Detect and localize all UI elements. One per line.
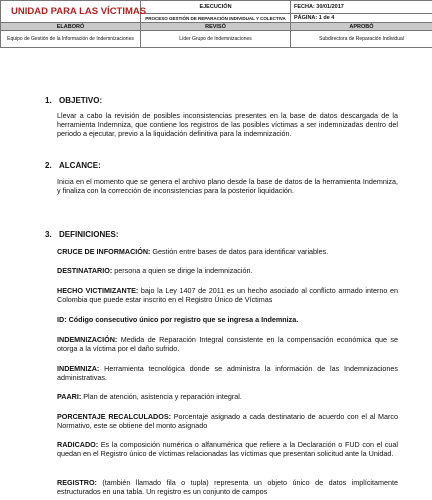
logo-cell <box>1 1 147 23</box>
elaboro-label: ELABORÓ <box>1 23 141 31</box>
definition-item: CRUCE DE INFORMACIÓN: Gestión entre bases de datos para identificar variables. <box>57 247 329 256</box>
elaboro-value: Equipo de Gestión de la Información de Indemnizaciones <box>1 31 141 48</box>
definition-item: REGISTRO: (también llamado fila o tupla) representa un objeto único de datos implícitamente estructurados en una tabla. Un registro es un conjunto de campos <box>57 478 398 497</box>
definition-item: ID: Código consecutivo único por registro que se ingresa a Indemniza. <box>57 315 299 324</box>
page-field: PÁGINA: 1 de 4 <box>291 14 432 23</box>
document-header <box>0 0 432 48</box>
section-definiciones-heading: 3. DEFINICIONES: <box>45 230 119 239</box>
date-field: FECHA: 30/01/2017 <box>291 1 432 14</box>
doc-title: EJECUCIÓN <box>141 1 291 14</box>
reviso-label: REVISÓ <box>141 23 291 31</box>
definition-item: RADICADO: Es la composición numérica o alfanumérica que refiere a la Declaración o FUD con el cual quedan en el Registro único de víctimas relacionadas las víctimas que presentan solicitud ante la Unidad. <box>57 440 398 459</box>
definition-item: DESTINATARIO: persona a quien se dirige la indemnización. <box>57 266 253 275</box>
reviso-value: Líder Grupo de Indemnizaciones <box>141 31 291 48</box>
definition-item: INDEMNIZA: Herramienta tecnológica donde se administra la información de las Indemnizaciones administrativas. <box>57 364 398 383</box>
logo-text: UNIDAD PARA LAS VÍCTIMAS <box>11 6 147 17</box>
definition-item: HECHO VICTIMIZANTE: bajo la Ley 1407 de 2011 es un hecho asociado al conflicto armado interno en Colombia que puede estar inscrito en el Registro Único de Víctimas <box>57 286 398 305</box>
section-alcance-heading: 2. ALCANCE: <box>45 161 101 170</box>
section-objetivo-text: Llevar a cabo la revisión de posibles inconsistencias presentes en la base de datos descargada de la herramienta Indemniza, que contiene los registros de las posibles víctimas a ser indemnizadas dentro del periodo a ejecutar, previo a la liquidación definitiva para la indemnización. <box>57 111 398 139</box>
section-alcance-text: Inicia en el momento que se genera el archivo plano desde la base de datos de la herramienta Indemniza, y finaliza con la corrección de inconsistencias para la posterior liquidación. <box>57 177 398 196</box>
aprobo-value: Subdirectora de Reparación Individual <box>291 31 432 48</box>
definition-item: PORCENTAJE RECALCULADOS: Porcentaje asignado a cada destinatario de acuerdo con el al Marco Normativo, este se obtiene del monto asignado <box>57 412 398 431</box>
process-name: PROCESO GESTIÓN DE REPARACIÓN INDIVIDUAL Y COLECTIVA <box>141 14 291 23</box>
definition-item: INDEMNIZACIÓN: Medida de Reparación Integral consistente en la compensación económica que se otorga a la víctima por el daño sufrido. <box>57 335 398 354</box>
aprobo-label: APROBÓ <box>291 23 432 31</box>
definition-item: PAARI: Plan de atención, asistencia y reparación integral. <box>57 392 242 401</box>
section-objetivo-heading: 1. OBJETIVO: <box>45 96 103 105</box>
